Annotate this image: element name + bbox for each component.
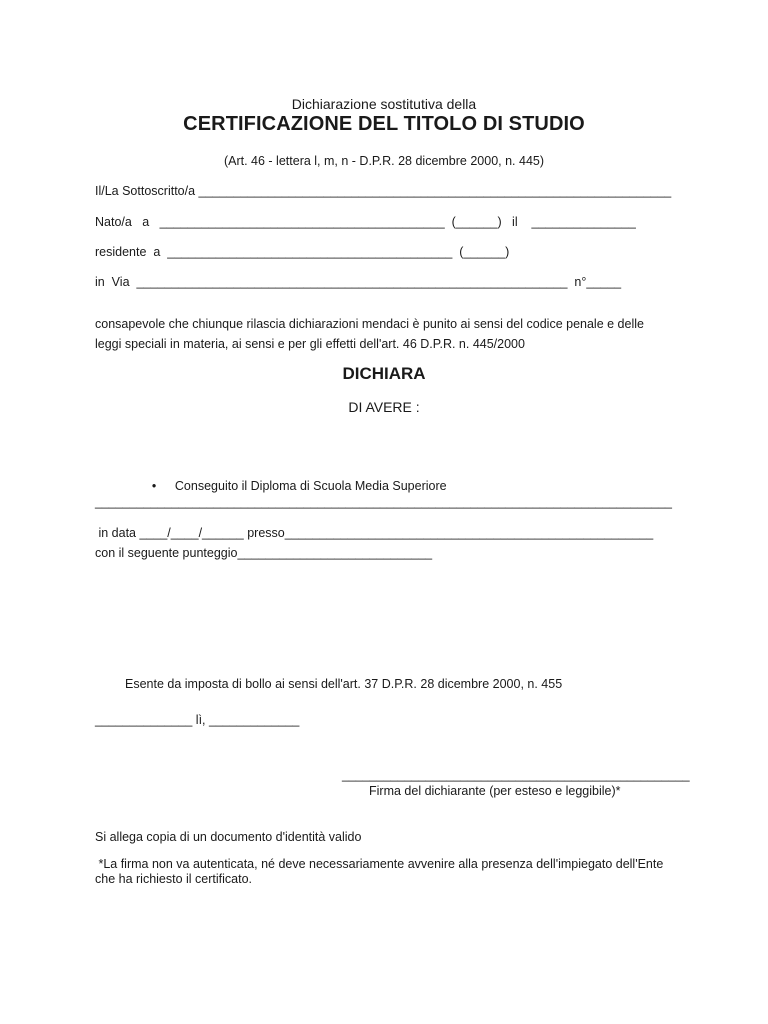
field-diploma-details[interactable]: ___________________________________________________________________________________ — [95, 495, 673, 509]
allega-note: Si allega copia di un documento d'identità valido — [95, 830, 362, 844]
field-via[interactable]: in Via ______________________________________________________________ n°_____ — [95, 275, 622, 289]
footnote-line-1: *La firma non va autenticata, né deve necessariamente avvenire alla presenza dell'impiegato dell'Ente — [95, 857, 664, 871]
form-title: CERTIFICAZIONE DEL TITOLO DI STUDIO — [183, 113, 585, 135]
declaration-line-2: leggi speciali in materia, ai sensi e per gli effetti dell'art. 46 D.P.R. n. 445/2000 — [95, 337, 525, 351]
dichiara-heading: DICHIARA — [342, 364, 426, 383]
esente-note: Esente da imposta di bollo ai sensi dell'art. 37 D.P.R. 28 dicembre 2000, n. 455 — [125, 677, 563, 691]
field-sottoscritto[interactable]: Il/La Sottoscritto/a ____________________________________________________________________ — [95, 184, 672, 198]
bullet-icon: • — [151, 479, 157, 493]
declaration-line-1: consapevole che chiunque rilascia dichiarazioni mendaci è punito ai sensi del codice penale e delle — [95, 317, 644, 331]
field-punteggio[interactable]: con il seguente punteggio____________________________ — [95, 546, 433, 560]
field-residente[interactable]: residente a _________________________________________ (______) — [95, 245, 510, 259]
field-data-presso[interactable]: in data ____/____/______ presso_____________________________________________________ — [95, 526, 654, 540]
bullet-text: Conseguito il Diploma di Scuola Media Superiore — [174, 479, 447, 493]
form-subtitle: Dichiarazione sostitutiva della — [291, 96, 477, 112]
di-avere-subheading: DI AVERE : — [348, 399, 420, 415]
footnote-line-2: che ha richiesto il certificato. — [95, 872, 253, 886]
signature-label: Firma del dichiarante (per esteso e leggibile)* — [369, 784, 621, 798]
field-nato[interactable]: Nato/a a _________________________________________ (______) il _______________ — [95, 215, 636, 229]
signature-line[interactable]: __________________________________________________ — [342, 768, 690, 782]
legal-reference: (Art. 46 - lettera l, m, n - D.P.R. 28 dicembre 2000, n. 445) — [223, 154, 545, 168]
field-luogo-data[interactable]: ______________ lì, _____________ — [95, 713, 300, 727]
